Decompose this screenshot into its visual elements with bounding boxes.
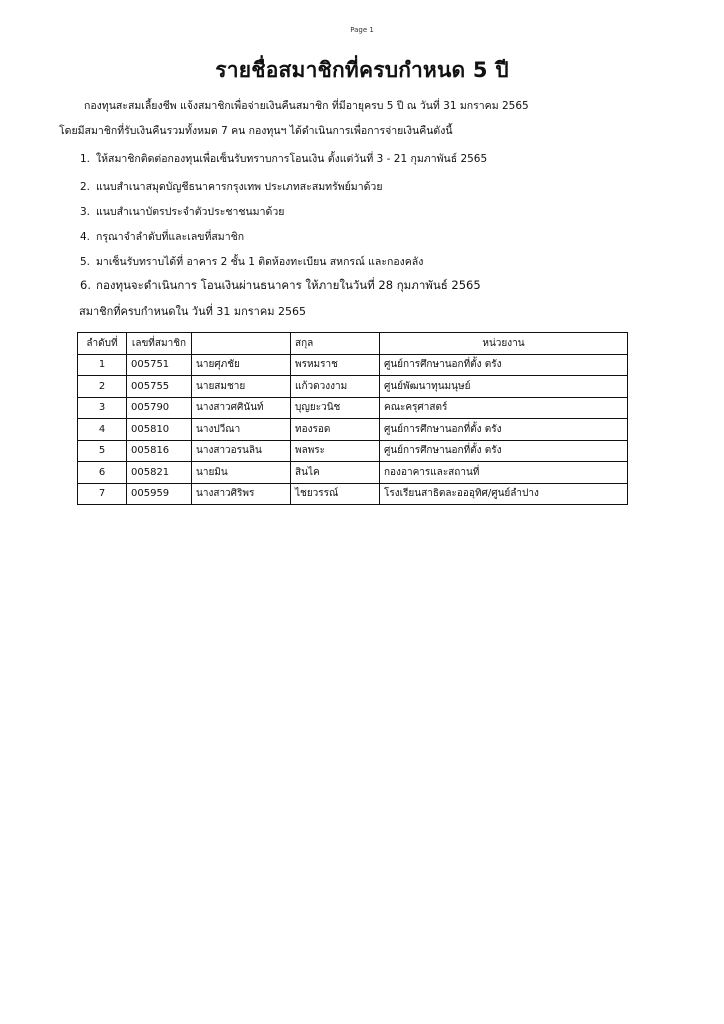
header-first-name bbox=[192, 333, 291, 355]
document-title: รายชื่อสมาชิกที่ครบกำหนด 5 ปี bbox=[215, 58, 509, 82]
cell-member-id: 005816 bbox=[127, 440, 192, 462]
instruction-text: กรุณาจำลำดับที่และเลขที่สมาชิก bbox=[96, 231, 245, 243]
instruction-item bbox=[80, 203, 284, 220]
header-member-id: เลขที่สมาชิก bbox=[127, 333, 192, 355]
cell-first-name: นายสมชาย bbox=[192, 376, 291, 398]
cell-last-name: บุญยะวนิช bbox=[291, 397, 380, 419]
header-no: ลำดับที่ bbox=[78, 333, 127, 355]
instruction-number: 6. bbox=[80, 278, 91, 292]
cell-unit: ศูนย์การศึกษานอกที่ตั้ง ตรัง bbox=[380, 419, 628, 441]
cell-last-name: ไชยวรรณ์ bbox=[291, 483, 380, 505]
intro-line-2: โดยมีสมาชิกที่รับเงินคืนรวมทั้งหมด 7 คน กองทุนฯ ได้ดำเนินการเพื่อการจ่ายเงินคืนดังนี้ bbox=[59, 125, 453, 137]
cell-no: 6 bbox=[78, 462, 127, 484]
cell-last-name: ทองรอด bbox=[291, 419, 380, 441]
table-row bbox=[78, 376, 628, 398]
instruction-number: 3. bbox=[80, 206, 91, 218]
cell-member-id: 005821 bbox=[127, 462, 192, 484]
instruction-item bbox=[80, 150, 487, 167]
cell-first-name: นายศุภชัย bbox=[192, 354, 291, 376]
cell-no: 5 bbox=[78, 440, 127, 462]
page-number: Page 1 bbox=[350, 26, 374, 34]
instruction-text: กองทุนจะดำเนินการ โอนเงินผ่านธนาคาร ให้ภายในวันที่ 28 กุมภาพันธ์ 2565 bbox=[96, 278, 481, 292]
cell-unit: กองอาคารและสถานที่ bbox=[380, 462, 628, 484]
instruction-text: มาเซ็นรับทราบได้ที่ อาคาร 2 ชั้น 1 ติดห้องทะเบียน สหกรณ์ และกองคลัง bbox=[96, 256, 424, 268]
table-row bbox=[78, 397, 628, 419]
cell-no: 4 bbox=[78, 419, 127, 441]
cell-unit: ศูนย์การศึกษานอกที่ตั้ง ตรัง bbox=[380, 354, 628, 376]
cell-no: 1 bbox=[78, 354, 127, 376]
cell-no: 2 bbox=[78, 376, 127, 398]
cell-member-id: 005810 bbox=[127, 419, 192, 441]
table-row bbox=[78, 419, 628, 441]
instruction-item bbox=[80, 228, 244, 245]
cell-last-name: แก้วดวงงาม bbox=[291, 376, 380, 398]
table-header-row bbox=[78, 333, 628, 355]
cell-no: 3 bbox=[78, 397, 127, 419]
cell-first-name: นางสาวศศินันท์ bbox=[192, 397, 291, 419]
cell-member-id: 005790 bbox=[127, 397, 192, 419]
members-table bbox=[77, 332, 628, 505]
instruction-item bbox=[80, 277, 481, 295]
cell-first-name: นายมิน bbox=[192, 462, 291, 484]
cell-last-name: พลพระ bbox=[291, 440, 380, 462]
instruction-item bbox=[80, 178, 382, 195]
table-row bbox=[78, 354, 628, 376]
cell-first-name: นางปวีณา bbox=[192, 419, 291, 441]
instruction-number: 5. bbox=[80, 256, 91, 268]
cell-first-name: นางสาวศิริพร bbox=[192, 483, 291, 505]
table-row bbox=[78, 462, 628, 484]
cell-unit: ศูนย์พัฒนาทุนมนุษย์ bbox=[380, 376, 628, 398]
instruction-text: ให้สมาชิกติดต่อกองทุนเพื่อเซ็นรับทราบการโอนเงิน ตั้งแต่วันที่ 3 - 21 กุมภาพันธ์ 2565 bbox=[96, 153, 488, 165]
instruction-text: แนบสำเนาบัตรประจำตัวประชาชนมาด้วย bbox=[96, 206, 285, 218]
cell-member-id: 005755 bbox=[127, 376, 192, 398]
cell-unit: ศูนย์การศึกษานอกที่ตั้ง ตรัง bbox=[380, 440, 628, 462]
instruction-number: 4. bbox=[80, 231, 91, 243]
cell-last-name: สินไค bbox=[291, 462, 380, 484]
cell-member-id: 005751 bbox=[127, 354, 192, 376]
table-row bbox=[78, 483, 628, 505]
table-heading: สมาชิกที่ครบกำหนดใน วันที่ 31 มกราคม 2565 bbox=[79, 305, 306, 318]
header-unit: หน่วยงาน bbox=[380, 333, 628, 355]
instruction-text: แนบสำเนาสมุดบัญชีธนาคารกรุงเทพ ประเภทสะสมทรัพย์มาด้วย bbox=[96, 181, 383, 193]
intro-line-1: กองทุนสะสมเลี้ยงชีพ แจ้งสมาชิกเพื่อจ่ายเงินคืนสมาชิก ที่มีอายุครบ 5 ปี ณ วันที่ 31 มกราคม 2565 bbox=[84, 100, 529, 112]
instruction-number: 2. bbox=[80, 181, 91, 193]
header-last-name: สกุล bbox=[291, 333, 380, 355]
instruction-number: 1. bbox=[80, 153, 91, 165]
table-row bbox=[78, 440, 628, 462]
instruction-item bbox=[80, 253, 423, 270]
cell-unit: คณะครุศาสตร์ bbox=[380, 397, 628, 419]
cell-first-name: นางสาวอรนลิน bbox=[192, 440, 291, 462]
cell-no: 7 bbox=[78, 483, 127, 505]
cell-last-name: พรหมราช bbox=[291, 354, 380, 376]
cell-unit: โรงเรียนสาธิตละอออุทิศ/ศูนย์ลำปาง bbox=[380, 483, 628, 505]
cell-member-id: 005959 bbox=[127, 483, 192, 505]
